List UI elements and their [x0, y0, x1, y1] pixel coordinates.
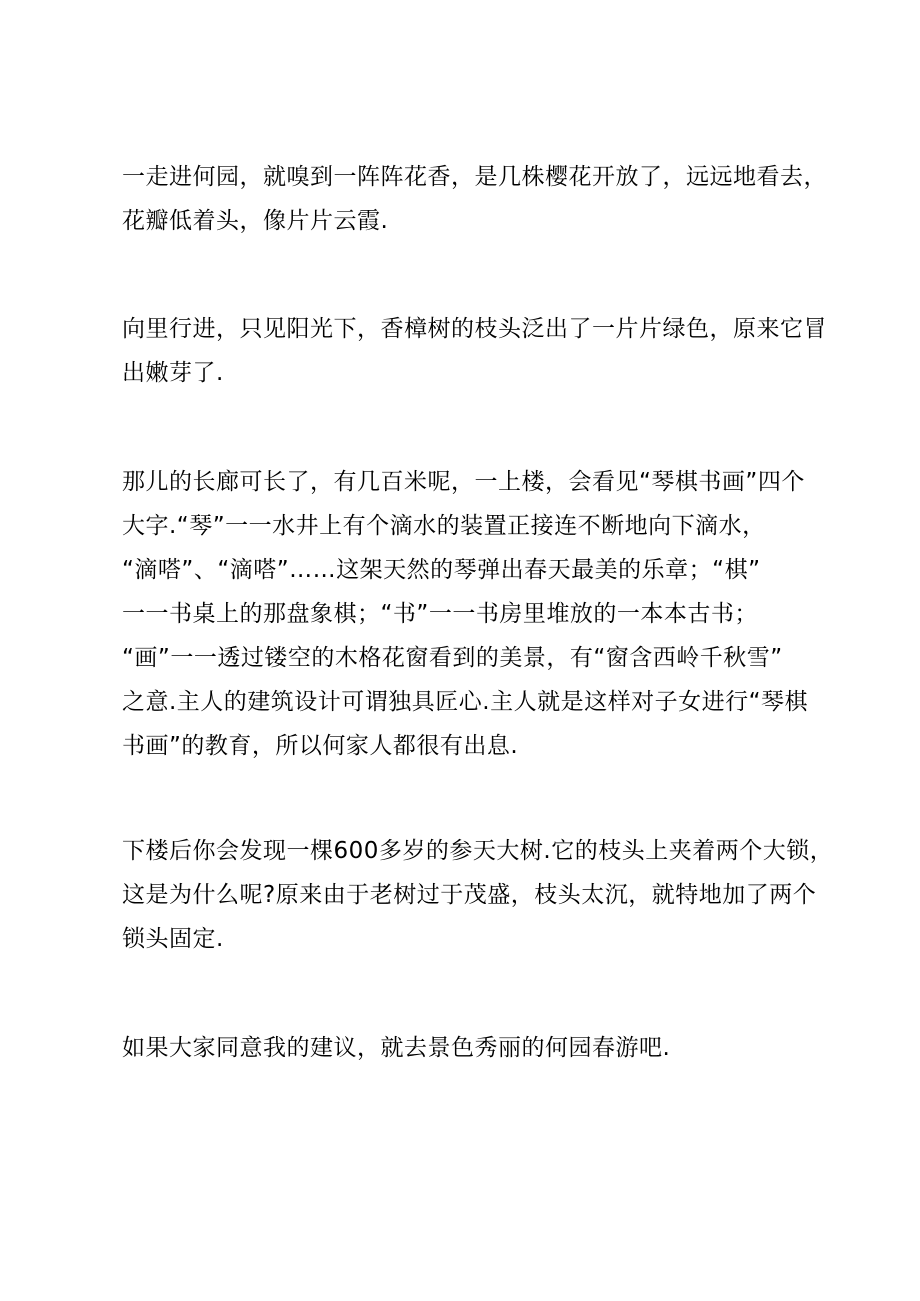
paragraph-camphor-tree [122, 307, 827, 395]
text-line: 这是为什么呢?原来由于老树过于茂盛，枝头太沉，就特地加了两个 [122, 882, 817, 908]
text-line: 书画”的教育，所以何家人都很有出息. [122, 733, 519, 759]
text-line: 大字.“琴”一一水井上有个滴水的装置正接连不断地向下滴水， [122, 513, 766, 539]
text-line: 出嫩芽了. [122, 360, 224, 386]
text-line: 之意.主人的建筑设计可谓独具匠心.主人就是这样对子女进行“琴棋 [122, 689, 809, 715]
text-line: 花瓣低着头，像片片云霞. [122, 208, 389, 234]
text-line: 向里行进，只见阳光下，香樟树的枝头泛出了一片片绿色，原来它冒 [122, 316, 827, 342]
text-line: 锁头固定. [122, 926, 224, 952]
text-line: 如果大家同意我的建议，就去景色秀丽的何园春游吧. [122, 1035, 671, 1061]
text-line: 下楼后你会发现一棵600多岁的参天大树.它的枝头上夹着两个大锁， [122, 838, 834, 864]
paragraph-suggestion [122, 1026, 812, 1070]
paragraph-old-tree [122, 829, 834, 961]
text-line: 一走进何园，就嗅到一阵阵花香，是几株樱花开放了，远远地看去， [122, 164, 827, 190]
text-line: “滴嗒”、“滴嗒”……这架天然的琴弹出春天最美的乐章；“棋” [122, 557, 761, 583]
text-line: 那儿的长廊可长了，有几百米呢，一上楼，会看见“琴棋书画”四个 [122, 469, 805, 495]
paragraph-corridor [122, 460, 812, 768]
paragraph-cherry-blossoms [122, 155, 827, 243]
text-line: “画”一一透过镂空的木格花窗看到的美景，有“窗含西岭千秋雪” [122, 645, 783, 671]
text-line: 一一书桌上的那盘象棋；“书”一一书房里堆放的一本本古书； [122, 601, 758, 627]
